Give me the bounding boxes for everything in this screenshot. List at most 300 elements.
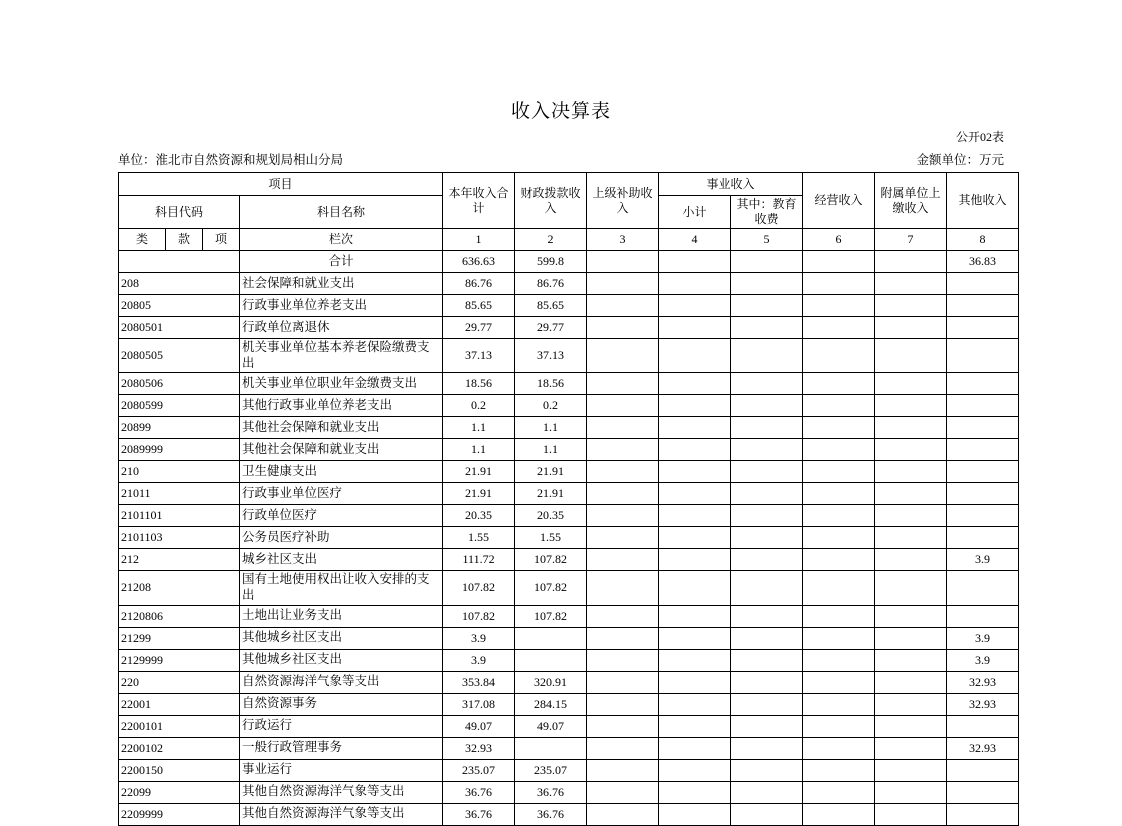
row-value-3 [587, 273, 659, 295]
row-value-1: 1.55 [443, 527, 515, 549]
row-value-5 [731, 715, 803, 737]
row-subject-name: 行政单位离退休 [240, 317, 443, 339]
row-value-2: 1.1 [515, 417, 587, 439]
row-value-3 [587, 737, 659, 759]
row-value-8: 3.9 [947, 627, 1019, 649]
row-value-1: 1.1 [443, 439, 515, 461]
row-subject-name: 机关事业单位职业年金缴费支出 [240, 373, 443, 395]
row-value-8 [947, 759, 1019, 781]
row-value-2 [515, 737, 587, 759]
row-subject-name: 一般行政管理事务 [240, 737, 443, 759]
row-value-8 [947, 483, 1019, 505]
header-colnum-7: 7 [875, 229, 947, 251]
row-value-2: 86.76 [515, 273, 587, 295]
row-value-1: 111.72 [443, 549, 515, 571]
row-value-4 [659, 373, 731, 395]
row-value-5 [731, 737, 803, 759]
row-value-6 [803, 417, 875, 439]
table-row [119, 605, 1019, 627]
row-subject-code: 22001 [119, 693, 240, 715]
row-value-8 [947, 273, 1019, 295]
row-value-3 [587, 715, 659, 737]
row-value-3 [587, 461, 659, 483]
row-value-7 [875, 605, 947, 627]
header-row-1 [119, 173, 1019, 196]
row-subject-name: 自然资源事务 [240, 693, 443, 715]
total-row-value-8: 36.83 [947, 251, 1019, 273]
row-subject-name: 其他社会保障和就业支出 [240, 439, 443, 461]
row-subject-name: 社会保障和就业支出 [240, 273, 443, 295]
row-value-4 [659, 781, 731, 803]
row-value-8 [947, 571, 1019, 605]
row-subject-name: 行政事业单位医疗 [240, 483, 443, 505]
row-value-6 [803, 781, 875, 803]
row-subject-code: 2129999 [119, 649, 240, 671]
row-value-6 [803, 737, 875, 759]
row-subject-name: 其他自然资源海洋气象等支出 [240, 781, 443, 803]
row-value-3 [587, 781, 659, 803]
row-value-6 [803, 439, 875, 461]
row-subject-name: 城乡社区支出 [240, 549, 443, 571]
row-value-5 [731, 549, 803, 571]
header-level-section: 款 [166, 229, 203, 251]
table-row [119, 671, 1019, 693]
row-value-6 [803, 273, 875, 295]
header-col-other: 其他收入 [947, 173, 1019, 229]
row-subject-code: 2200101 [119, 715, 240, 737]
row-value-7 [875, 693, 947, 715]
total-row-value-6 [803, 251, 875, 273]
row-value-7 [875, 737, 947, 759]
row-subject-name: 机关事业单位基本养老保险缴费支出 [240, 339, 443, 373]
table-row [119, 781, 1019, 803]
row-subject-code: 212 [119, 549, 240, 571]
row-value-2: 29.77 [515, 317, 587, 339]
row-value-4 [659, 803, 731, 825]
row-subject-code: 2101101 [119, 505, 240, 527]
row-value-5 [731, 439, 803, 461]
row-value-6 [803, 295, 875, 317]
row-subject-code: 21208 [119, 571, 240, 605]
row-value-3 [587, 295, 659, 317]
table-row [119, 627, 1019, 649]
row-value-2: 37.13 [515, 339, 587, 373]
row-value-5 [731, 571, 803, 605]
row-value-6 [803, 549, 875, 571]
row-value-7 [875, 505, 947, 527]
row-subject-name: 行政运行 [240, 715, 443, 737]
header-business-edu: 其中：教育收费 [731, 196, 803, 229]
table-row [119, 483, 1019, 505]
table-row [119, 505, 1019, 527]
row-value-8 [947, 373, 1019, 395]
row-value-2: 320.91 [515, 671, 587, 693]
row-value-5 [731, 417, 803, 439]
header-subject-name: 科目名称 [240, 196, 443, 229]
table-row [119, 439, 1019, 461]
row-value-6 [803, 317, 875, 339]
row-value-7 [875, 781, 947, 803]
row-value-6 [803, 649, 875, 671]
row-value-4 [659, 273, 731, 295]
row-value-1: 1.1 [443, 417, 515, 439]
row-value-5 [731, 373, 803, 395]
row-subject-name: 事业运行 [240, 759, 443, 781]
row-value-2: 21.91 [515, 461, 587, 483]
row-value-4 [659, 417, 731, 439]
row-value-1: 29.77 [443, 317, 515, 339]
row-value-6 [803, 395, 875, 417]
row-value-6 [803, 671, 875, 693]
row-value-2: 21.91 [515, 483, 587, 505]
row-value-8 [947, 605, 1019, 627]
total-row-value-3 [587, 251, 659, 273]
header-colnum-3: 3 [587, 229, 659, 251]
row-value-4 [659, 439, 731, 461]
row-value-5 [731, 461, 803, 483]
row-value-5 [731, 505, 803, 527]
row-value-4 [659, 627, 731, 649]
table-row [119, 317, 1019, 339]
row-value-2: 0.2 [515, 395, 587, 417]
table-row [119, 759, 1019, 781]
row-value-3 [587, 505, 659, 527]
row-value-4 [659, 693, 731, 715]
row-value-4 [659, 759, 731, 781]
total-row [119, 251, 1019, 273]
row-value-4 [659, 715, 731, 737]
row-value-5 [731, 693, 803, 715]
row-subject-code: 208 [119, 273, 240, 295]
row-value-3 [587, 649, 659, 671]
row-value-1: 0.2 [443, 395, 515, 417]
row-subject-name: 其他社会保障和就业支出 [240, 417, 443, 439]
row-value-3 [587, 527, 659, 549]
row-subject-code: 2089999 [119, 439, 240, 461]
row-subject-name: 其他城乡社区支出 [240, 627, 443, 649]
row-value-7 [875, 295, 947, 317]
row-value-6 [803, 715, 875, 737]
row-value-7 [875, 527, 947, 549]
row-value-8 [947, 527, 1019, 549]
total-row-value-2: 599.8 [515, 251, 587, 273]
row-value-8 [947, 461, 1019, 483]
row-value-3 [587, 373, 659, 395]
row-subject-name: 其他自然资源海洋气象等支出 [240, 803, 443, 825]
row-value-1: 107.82 [443, 605, 515, 627]
row-value-2 [515, 649, 587, 671]
table-row [119, 373, 1019, 395]
row-value-4 [659, 295, 731, 317]
table-row [119, 395, 1019, 417]
unit-name-label: 单位：淮北市自然资源和规划局相山分局 [118, 153, 344, 167]
row-value-4 [659, 395, 731, 417]
row-value-1: 49.07 [443, 715, 515, 737]
row-value-3 [587, 339, 659, 373]
header-row-label: 栏次 [240, 229, 443, 251]
header-level-item: 项 [203, 229, 240, 251]
row-subject-code: 2080505 [119, 339, 240, 373]
table-row [119, 295, 1019, 317]
header-colnum-6: 6 [803, 229, 875, 251]
row-value-6 [803, 373, 875, 395]
row-subject-name: 国有土地使用权出让收入安排的支出 [240, 571, 443, 605]
row-value-6 [803, 483, 875, 505]
row-value-7 [875, 571, 947, 605]
row-value-3 [587, 759, 659, 781]
total-row-value-1: 636.63 [443, 251, 515, 273]
row-value-2: 36.76 [515, 803, 587, 825]
row-value-5 [731, 483, 803, 505]
row-value-6 [803, 605, 875, 627]
row-value-1: 21.91 [443, 461, 515, 483]
row-value-3 [587, 671, 659, 693]
row-value-1: 36.76 [443, 803, 515, 825]
amount-unit-label: 金额单位：万元 [916, 153, 1004, 167]
row-subject-code: 2080501 [119, 317, 240, 339]
row-value-7 [875, 395, 947, 417]
row-value-7 [875, 273, 947, 295]
row-subject-name: 土地出让业务支出 [240, 605, 443, 627]
table-row [119, 693, 1019, 715]
row-value-8 [947, 715, 1019, 737]
row-value-8: 32.93 [947, 671, 1019, 693]
row-value-6 [803, 339, 875, 373]
row-value-3 [587, 395, 659, 417]
row-subject-name: 行政事业单位养老支出 [240, 295, 443, 317]
row-value-8: 3.9 [947, 649, 1019, 671]
total-row-value-7 [875, 251, 947, 273]
row-value-1: 353.84 [443, 671, 515, 693]
row-value-2: 36.76 [515, 781, 587, 803]
row-value-8 [947, 339, 1019, 373]
header-level-class: 类 [119, 229, 166, 251]
row-value-5 [731, 671, 803, 693]
row-value-1: 18.56 [443, 373, 515, 395]
row-value-2: 20.35 [515, 505, 587, 527]
row-value-7 [875, 483, 947, 505]
row-subject-code: 2080506 [119, 373, 240, 395]
header-col-superior: 上级补助收入 [587, 173, 659, 229]
row-value-2: 85.65 [515, 295, 587, 317]
total-row-value-5 [731, 251, 803, 273]
row-value-7 [875, 759, 947, 781]
row-value-7 [875, 627, 947, 649]
total-row-code [119, 251, 240, 273]
row-value-2: 49.07 [515, 715, 587, 737]
row-value-5 [731, 803, 803, 825]
row-value-2: 284.15 [515, 693, 587, 715]
row-value-4 [659, 649, 731, 671]
row-value-3 [587, 605, 659, 627]
income-final-accounts-table [118, 172, 1007, 826]
header-col-business-group: 事业收入 [659, 173, 803, 196]
row-value-3 [587, 571, 659, 605]
row-value-4 [659, 317, 731, 339]
row-value-4 [659, 671, 731, 693]
row-value-1: 107.82 [443, 571, 515, 605]
row-value-3 [587, 549, 659, 571]
row-value-5 [731, 759, 803, 781]
table-row [119, 461, 1019, 483]
header-col-operating: 经营收入 [803, 173, 875, 229]
row-value-8 [947, 803, 1019, 825]
row-value-4 [659, 527, 731, 549]
row-value-6 [803, 803, 875, 825]
row-value-8 [947, 395, 1019, 417]
row-value-7 [875, 339, 947, 373]
table-row [119, 273, 1019, 295]
header-row-3 [119, 229, 1019, 251]
row-subject-code: 2200150 [119, 759, 240, 781]
row-value-7 [875, 803, 947, 825]
row-subject-code: 210 [119, 461, 240, 483]
total-row-value-4 [659, 251, 731, 273]
row-subject-code: 22099 [119, 781, 240, 803]
row-value-8: 32.93 [947, 693, 1019, 715]
row-value-7 [875, 461, 947, 483]
table-row [119, 339, 1019, 373]
row-value-1: 32.93 [443, 737, 515, 759]
row-value-7 [875, 671, 947, 693]
row-value-1: 85.65 [443, 295, 515, 317]
header-col-current-year: 本年收入合计 [443, 173, 515, 229]
row-value-5 [731, 395, 803, 417]
row-subject-code: 220 [119, 671, 240, 693]
header-business-sub: 小计 [659, 196, 731, 229]
row-subject-code: 21011 [119, 483, 240, 505]
row-value-1: 21.91 [443, 483, 515, 505]
header-colnum-8: 8 [947, 229, 1019, 251]
row-value-1: 20.35 [443, 505, 515, 527]
table-row [119, 571, 1019, 605]
header-subject-code-group: 科目代码 [119, 196, 240, 229]
row-value-8 [947, 505, 1019, 527]
header-colnum-1: 1 [443, 229, 515, 251]
row-value-8 [947, 417, 1019, 439]
row-subject-code: 2209999 [119, 803, 240, 825]
row-value-7 [875, 373, 947, 395]
row-value-2: 107.82 [515, 605, 587, 627]
row-subject-name: 自然资源海洋气象等支出 [240, 671, 443, 693]
row-subject-name: 行政单位医疗 [240, 505, 443, 527]
header-col-affiliated: 附属单位上缴收入 [875, 173, 947, 229]
row-value-5 [731, 339, 803, 373]
row-value-5 [731, 649, 803, 671]
row-value-4 [659, 461, 731, 483]
table-body [119, 273, 1019, 826]
sheet-code: 公开02表 [955, 130, 1004, 144]
header-colnum-4: 4 [659, 229, 731, 251]
row-value-4 [659, 549, 731, 571]
row-value-7 [875, 439, 947, 461]
row-value-1: 3.9 [443, 649, 515, 671]
row-value-8 [947, 295, 1019, 317]
row-value-2: 1.1 [515, 439, 587, 461]
row-value-1: 86.76 [443, 273, 515, 295]
row-subject-code: 20899 [119, 417, 240, 439]
table-row [119, 417, 1019, 439]
row-value-6 [803, 627, 875, 649]
row-value-7 [875, 317, 947, 339]
row-value-4 [659, 571, 731, 605]
row-subject-code: 20805 [119, 295, 240, 317]
row-value-5 [731, 781, 803, 803]
row-value-4 [659, 605, 731, 627]
page-title: 收入决算表 [510, 101, 611, 122]
table-row [119, 549, 1019, 571]
row-value-1: 37.13 [443, 339, 515, 373]
row-value-6 [803, 527, 875, 549]
row-subject-name: 公务员医疗补助 [240, 527, 443, 549]
row-value-6 [803, 571, 875, 605]
row-value-4 [659, 339, 731, 373]
row-value-6 [803, 693, 875, 715]
row-value-6 [803, 505, 875, 527]
row-value-5 [731, 627, 803, 649]
row-value-2: 235.07 [515, 759, 587, 781]
header-colnum-2: 2 [515, 229, 587, 251]
row-subject-code: 2080599 [119, 395, 240, 417]
row-value-1: 36.76 [443, 781, 515, 803]
row-value-3 [587, 483, 659, 505]
row-value-5 [731, 527, 803, 549]
row-subject-code: 2200102 [119, 737, 240, 759]
table-row [119, 649, 1019, 671]
row-value-8 [947, 439, 1019, 461]
row-value-5 [731, 295, 803, 317]
row-value-5 [731, 605, 803, 627]
header-col-fiscal: 财政拨款收入 [515, 173, 587, 229]
row-value-6 [803, 759, 875, 781]
row-value-5 [731, 273, 803, 295]
row-value-4 [659, 483, 731, 505]
row-subject-name: 卫生健康支出 [240, 461, 443, 483]
row-value-7 [875, 417, 947, 439]
row-value-1: 235.07 [443, 759, 515, 781]
table-row [119, 527, 1019, 549]
row-value-3 [587, 627, 659, 649]
row-value-3 [587, 693, 659, 715]
row-value-6 [803, 461, 875, 483]
header-colnum-5: 5 [731, 229, 803, 251]
row-value-8: 3.9 [947, 549, 1019, 571]
row-subject-code: 2120806 [119, 605, 240, 627]
table-row [119, 737, 1019, 759]
row-value-1: 3.9 [443, 627, 515, 649]
row-value-4 [659, 737, 731, 759]
row-value-2: 107.82 [515, 549, 587, 571]
table-row [119, 803, 1019, 825]
row-value-3 [587, 317, 659, 339]
row-value-3 [587, 803, 659, 825]
row-value-2: 18.56 [515, 373, 587, 395]
row-value-2 [515, 627, 587, 649]
row-value-8 [947, 781, 1019, 803]
table-row [119, 715, 1019, 737]
row-value-5 [731, 317, 803, 339]
row-value-2: 107.82 [515, 571, 587, 605]
row-value-3 [587, 417, 659, 439]
row-value-4 [659, 505, 731, 527]
total-row-label: 合计 [240, 251, 443, 273]
row-subject-name: 其他行政事业单位养老支出 [240, 395, 443, 417]
row-value-8 [947, 317, 1019, 339]
row-value-1: 317.08 [443, 693, 515, 715]
row-value-7 [875, 649, 947, 671]
header-project-group: 项目 [119, 173, 443, 196]
row-value-7 [875, 549, 947, 571]
